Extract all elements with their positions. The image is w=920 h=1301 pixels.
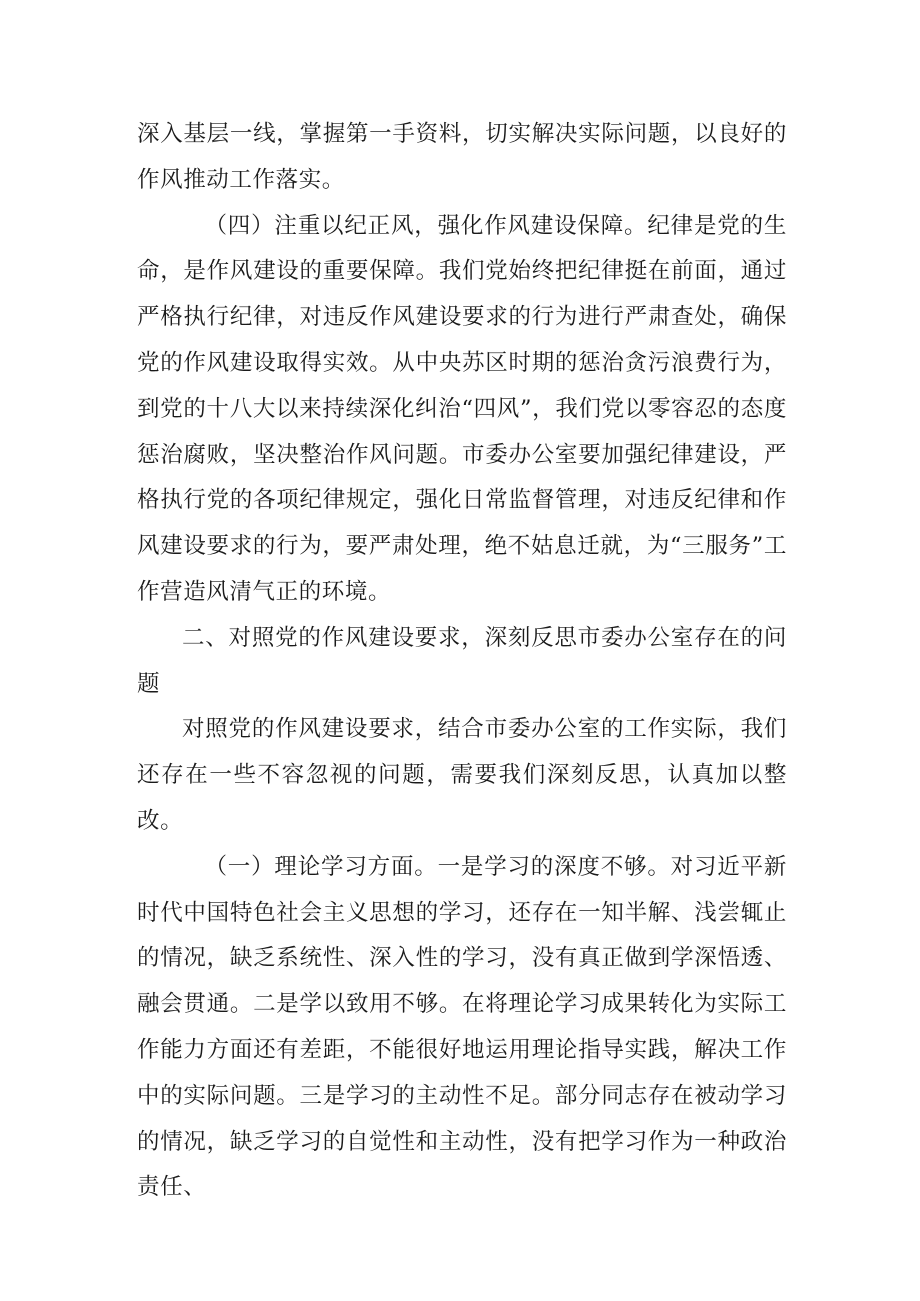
paragraph-continuation: 深入基层一线，掌握第一手资料，切实解决实际问题，以良好的作风推动工作落实。 bbox=[137, 121, 787, 193]
paragraph-section-four: （四）注重以纪正风，强化作风建设保障。纪律是党的生命，是作风建设的重要保障。我们党始终把纪律挺在前面，通过严格执行纪律，对违反作风建设要求的行为进行严肃查处，确保党的作风建设取得实效。从中央苏区时期的惩治贪污浪费行为，到党的十八大以来持续深化纠治“四风”，我们党以零容忍的态度惩治腐败，坚决整治作风问题。市委办公室要加强纪律建设，严格执行党的各项纪律规定，强化日常监督管理，对违反纪律和作风建设要求的行为，要严肃处理，绝不姑息迁就，为“三服务”工作营造风清气正的环境。 bbox=[137, 212, 787, 605]
section-heading-two: 二、对照党的作风建设要求，深刻反思市委办公室存在的问题 bbox=[137, 624, 787, 697]
document-body bbox=[137, 112, 787, 1211]
paragraph-theory-study: （一）理论学习方面。一是学习的深度不够。对习近平新时代中国特色社会主义思想的学习，还存在一知半解、浅尝辄止的情况，缺乏系统性、深入性的学习，没有真正做到学深悟透、融会贯通。二是学以致用不够。在将理论学习成果转化为实际工作能力方面还有差距，不能很好地运用理论指导实践，解决工作中的实际问题。三是学习的主动性不足。部分同志存在被动学习的情况，缺乏学习的自觉性和主动性，没有把学习作为一种政治责任、 bbox=[137, 853, 787, 1201]
paragraph-intro: 对照党的作风建设要求，结合市委办公室的工作实际，我们还存在一些不容忽视的问题，需要我们深刻反思，认真加以整改。 bbox=[137, 716, 787, 834]
